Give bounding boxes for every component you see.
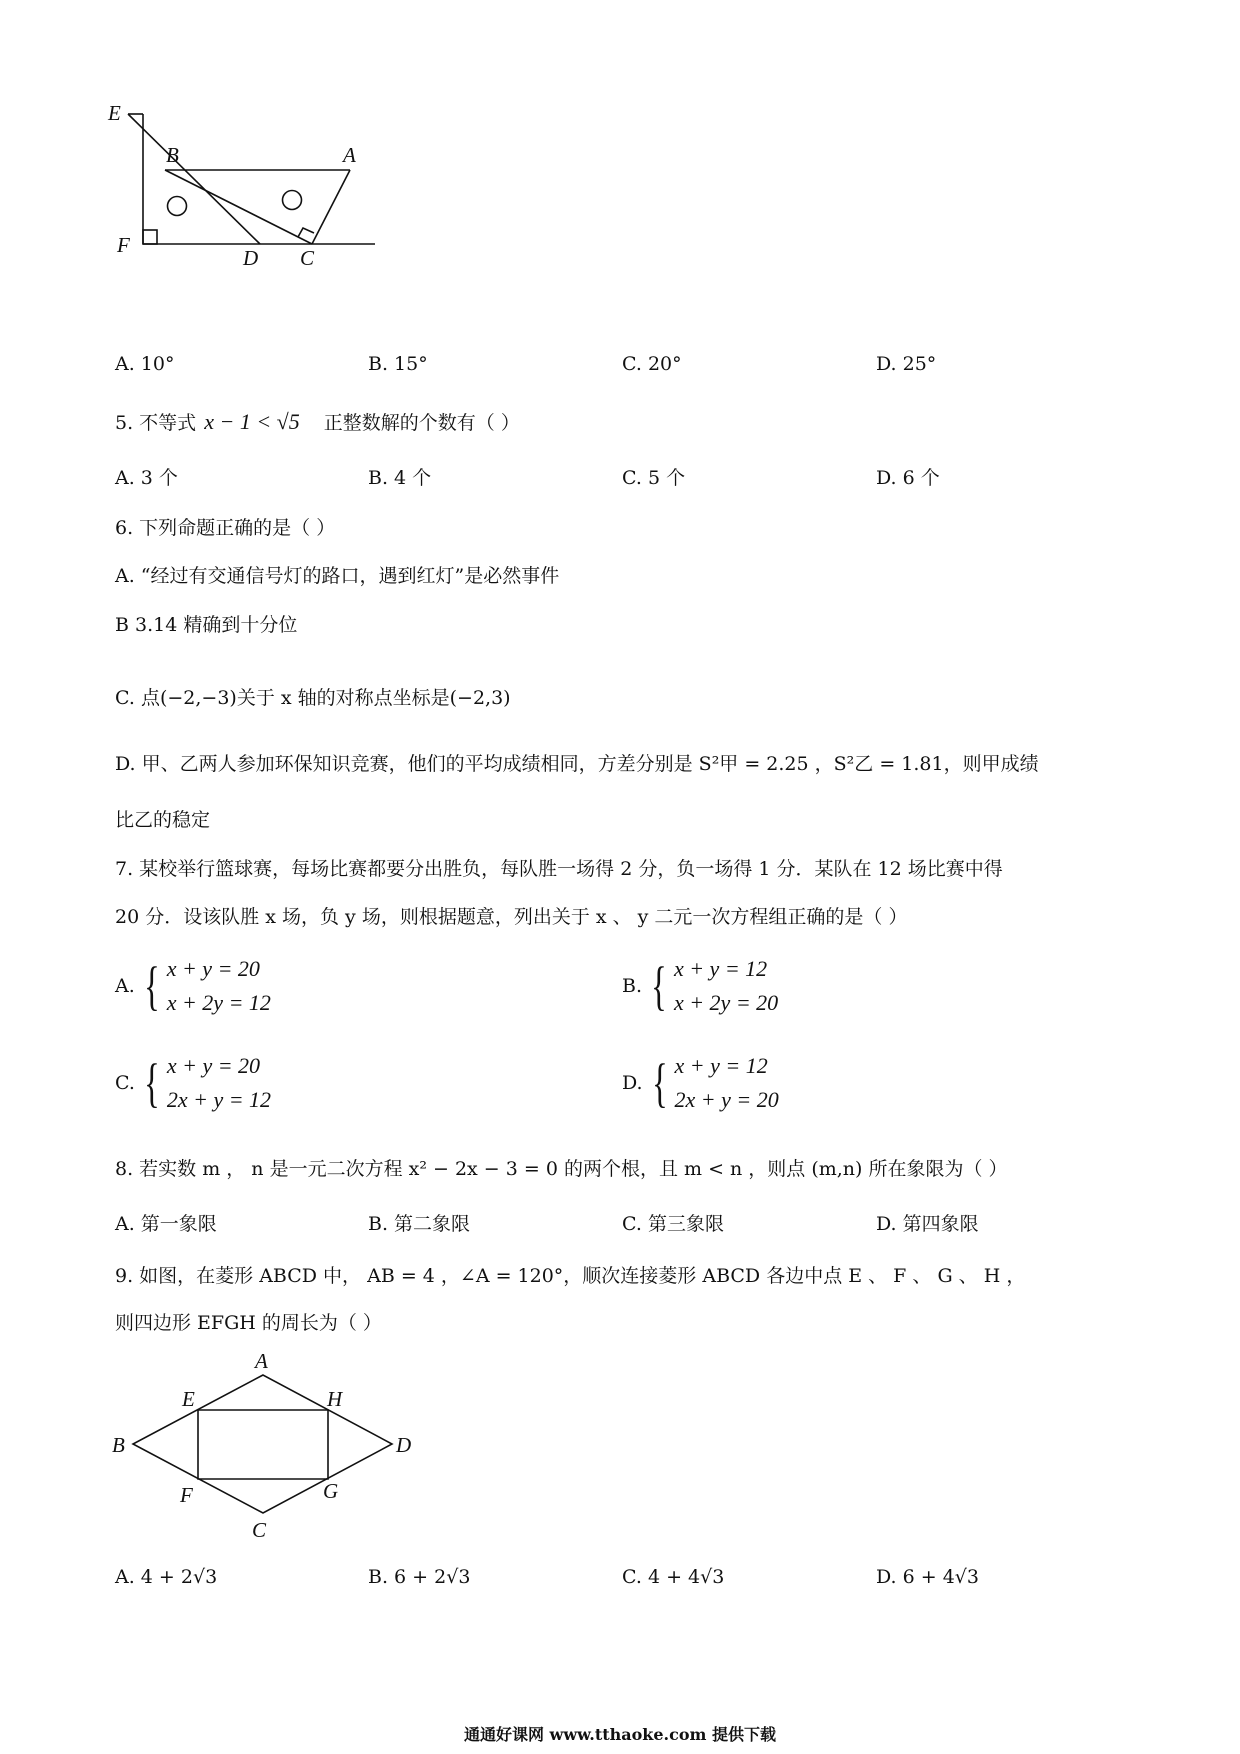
q6-option-c: C. 点(−2,−3)关于 x 轴的对称点坐标是(−2,3) [115, 687, 511, 709]
q9-line2: 则四边形 EFGH 的周长为（ ） [115, 1312, 382, 1334]
q5-option-c: C. 5 个 [622, 467, 686, 489]
q8-option-c: C. 第三象限 [622, 1213, 724, 1235]
q5-option-d: D. 6 个 [876, 467, 940, 489]
q7-option-b: B. { x + y = 12 x + 2y = 20 [622, 956, 779, 1016]
q4-option-a: A. 10° [115, 353, 175, 375]
fig2-label-e: E [182, 1387, 195, 1411]
fig1-label-f: F [117, 233, 130, 257]
q6-option-d-line1: D. 甲、乙两人参加环保知识竞赛，他们的平均成绩相同，方差分别是 S²甲 = 2.25 ，S²乙 = 1.81，则甲成绩 [115, 753, 1039, 775]
q9-option-a: A. 4 + 2√3 [115, 1566, 218, 1588]
q6-option-d-line2: 比乙的稳定 [115, 809, 211, 831]
q9-line1: 9. 如图，在菱形 ABCD 中， AB = 4 ，∠A = 120°，顺次连接菱形 ABCD 各边中点 E 、 F 、 G 、 H ， [115, 1265, 1026, 1287]
q7-line2: 20 分．设该队胜 x 场，负 y 场，则根据题意，列出关于 x 、 y 二元一次方程组正确的是（ ） [115, 906, 908, 928]
q7-line1: 7. 某校举行篮球赛，每场比赛都要分出胜负，每队胜一场得 2 分，负一场得 1 分．某队在 12 场比赛中得 [115, 858, 1003, 880]
q7-option-c: C. { x + y = 20 2x + y = 12 [115, 1053, 272, 1113]
fig2-label-g: G [323, 1479, 339, 1503]
q8-option-a: A. 第一象限 [115, 1213, 217, 1235]
fig1-label-c: C [300, 246, 315, 270]
q6-stem: 6. 下列命题正确的是（ ） [115, 517, 336, 539]
q7-option-d: D. { x + y = 12 2x + y = 20 [622, 1053, 779, 1113]
q5-option-a: A. 3 个 [115, 467, 178, 489]
figure-triangles [100, 100, 390, 270]
q4-option-d: D. 25° [876, 353, 937, 375]
q4-option-b: B. 15° [368, 353, 428, 375]
fig2-label-c: C [252, 1518, 267, 1542]
fig2-label-h: H [327, 1387, 343, 1411]
q5-stem-prefix: 5. 不等式 [115, 412, 197, 434]
fig1-label-e: E [108, 101, 121, 125]
q9-option-c: C. 4 + 4√3 [622, 1566, 725, 1588]
fig1-label-d: D [243, 246, 259, 270]
q6-option-b: B 3.14 精确到十分位 [115, 614, 298, 636]
fig1-label-b: B [166, 143, 179, 167]
q8-option-d: D. 第四象限 [876, 1213, 979, 1235]
q9-option-d: D. 6 + 4√3 [876, 1566, 980, 1588]
q9-option-b: B. 6 + 2√3 [368, 1566, 471, 1588]
fig2-label-f: F [180, 1483, 193, 1507]
q5-stem [115, 410, 520, 435]
q5-option-b: B. 4 个 [368, 467, 432, 489]
fig2-label-a: A [255, 1349, 268, 1373]
q8-option-b: B. 第二象限 [368, 1213, 471, 1235]
q6-option-a: A. “经过有交通信号灯的路口，遇到红灯”是必然事件 [115, 565, 560, 587]
q5-math: x − 1 < √5 [204, 409, 300, 434]
q5-stem-suffix: 正整数解的个数有（ ） [323, 412, 520, 434]
fig2-label-d: D [396, 1433, 412, 1457]
q7-option-a: A. { x + y = 20 x + 2y = 12 [115, 956, 271, 1016]
q4-option-c: C. 20° [622, 353, 682, 375]
fig2-label-b: B [112, 1433, 125, 1457]
page-footer: 通通好课网 www.tthaoke.com 提供下载 [463, 1725, 777, 1744]
fig1-label-a: A [343, 143, 356, 167]
q8-stem: 8. 若实数 m ， n 是一元二次方程 x² − 2x − 3 = 0 的两个根，且 m < n ，则点 (m,n) 所在象限为（ ） [115, 1158, 1008, 1180]
figure-rhombus [100, 1345, 420, 1550]
